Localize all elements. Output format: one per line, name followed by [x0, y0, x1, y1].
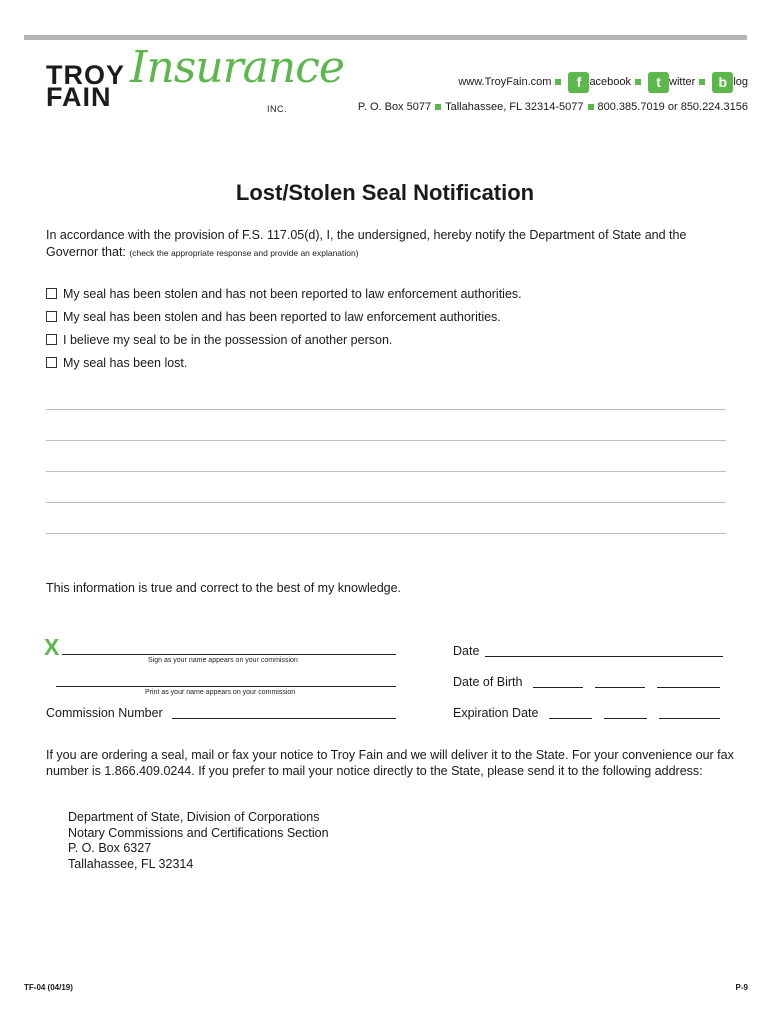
dob-month-field[interactable] — [533, 687, 583, 688]
signature-field[interactable] — [62, 654, 396, 655]
certification-statement: This information is true and correct to the best of my knowledge. — [46, 581, 402, 595]
intro-note: (check the appropriate response and provide an explanation) — [129, 248, 359, 258]
page-number: P-9 — [735, 983, 748, 992]
bullet-icon — [555, 79, 561, 85]
expiration-label: Expiration Date — [453, 706, 539, 720]
print-name-field[interactable] — [56, 686, 396, 687]
expiration-month-field[interactable] — [549, 718, 592, 719]
facebook-label[interactable]: acebook — [589, 76, 632, 88]
address-line: Tallahassee, FL 32314 — [68, 856, 194, 871]
explanation-line[interactable] — [46, 533, 726, 534]
logo-inc: INC. — [267, 104, 287, 114]
signature-mark: X — [44, 634, 60, 660]
bullet-icon — [635, 79, 641, 85]
city-state: Tallahassee, FL 32314-5077 — [445, 101, 584, 113]
date-label: Date — [453, 644, 480, 658]
website-link[interactable]: www.TroyFain.com — [458, 76, 552, 88]
dob-year-field[interactable] — [657, 687, 720, 688]
blog-label[interactable]: log — [733, 76, 748, 88]
explanation-line[interactable] — [46, 471, 726, 472]
dob-day-field[interactable] — [595, 687, 645, 688]
state-mailing-address — [68, 810, 329, 872]
twitter-label[interactable]: witter — [669, 76, 696, 88]
expiration-day-field[interactable] — [604, 718, 647, 719]
checkbox[interactable] — [46, 334, 57, 345]
option-possession-of-another[interactable] — [46, 328, 522, 351]
troy-fain-logo — [46, 42, 344, 118]
intro-text: In accordance with the provision of F.S. 117.05(d), I, the undersigned, hereby notify the Department of State and the Governor that: — [46, 228, 687, 259]
option-lost[interactable] — [46, 351, 522, 374]
top-rule — [24, 35, 747, 40]
logo-troy: TROY — [46, 60, 126, 90]
option-stolen-reported[interactable] — [46, 305, 522, 328]
option-label: My seal has been stolen and has been reported to law enforcement authorities. — [63, 309, 501, 324]
address-line: P. O. Box 6327 — [68, 841, 152, 855]
address-line: Notary Commissions and Certifications Section — [68, 825, 329, 840]
option-label: My seal has been stolen and has not been reported to law enforcement authorities. — [63, 286, 522, 301]
po-box: P. O. Box 5077 — [357, 101, 432, 113]
option-label: I believe my seal to be in the possession of another person. — [63, 332, 393, 347]
address-line: Department of State, Division of Corporations — [68, 810, 320, 824]
option-stolen-not-reported[interactable] — [46, 282, 522, 305]
commission-number-label: Commission Number — [46, 706, 163, 720]
intro-paragraph — [46, 227, 726, 262]
explanation-line[interactable] — [46, 440, 726, 441]
bullet-icon — [588, 104, 594, 110]
facebook-icon[interactable]: f — [568, 72, 589, 93]
signature-caption: Sign as your name appears on your commission — [148, 657, 298, 664]
instructions-paragraph: If you are ordering a seal, mail or fax your notice to Troy Fain and we will deliver it to the State. For your convenience our fax number is 1.866.409.0244. If you prefer to mail your notice directly to the State, please send it to the following address: — [46, 748, 734, 778]
bullet-icon — [435, 104, 441, 110]
form-id: TF-04 (04/19) — [24, 983, 73, 992]
print-caption: Print as your name appears on your commission — [145, 689, 296, 696]
phone-numbers: 800.385.7019 or 850.224.3156 — [597, 101, 748, 113]
twitter-icon[interactable]: t — [648, 72, 669, 93]
page-title: Lost/Stolen Seal Notification — [235, 180, 535, 205]
checkbox[interactable] — [46, 288, 57, 299]
explanation-line[interactable] — [46, 502, 726, 503]
blog-icon[interactable]: b — [712, 72, 733, 93]
address-row — [358, 101, 748, 113]
explanation-line[interactable] — [46, 409, 726, 410]
checkbox[interactable] — [46, 311, 57, 322]
date-field[interactable] — [485, 656, 723, 657]
dob-label: Date of Birth — [453, 675, 523, 689]
logo-fain: FAIN — [46, 82, 112, 112]
expiration-year-field[interactable] — [659, 718, 720, 719]
logo-insurance-script: Insurance — [130, 42, 344, 93]
bullet-icon — [699, 79, 705, 85]
checkbox[interactable] — [46, 357, 57, 368]
web-social-row — [458, 70, 748, 94]
seal-status-options — [46, 282, 522, 374]
option-label: My seal has been lost. — [63, 355, 188, 370]
commission-number-field[interactable] — [172, 718, 396, 719]
